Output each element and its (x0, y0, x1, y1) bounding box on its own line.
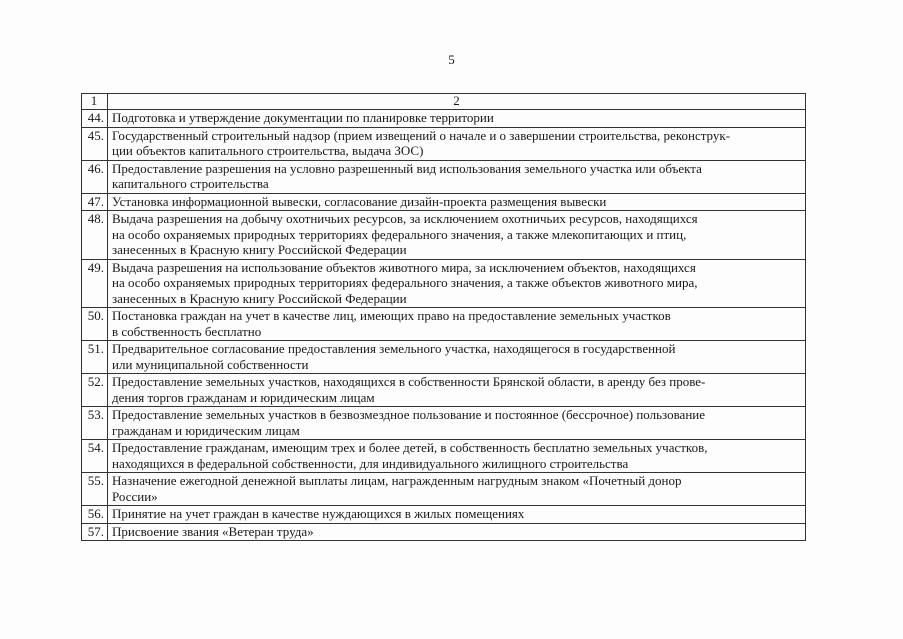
row-text (108, 523, 806, 541)
table-row (82, 473, 806, 506)
row-text-line: занесенных в Красную книгу Российской Федерации (112, 290, 407, 306)
row-text-line: гражданам и юридическим лицам (112, 422, 300, 438)
row-text-line: Назначение ежегодной денежной выплаты лицам, награжденным нагрудным знаком «Почетный донор (112, 473, 682, 488)
row-text-line: Предварительное согласование предоставления земельного участка, находящегося в государственной (112, 341, 676, 356)
row-text (108, 473, 806, 506)
table-row (82, 374, 806, 407)
table-row (82, 506, 806, 524)
row-text (108, 341, 806, 374)
row-number: 49. (82, 259, 108, 308)
table-row (82, 127, 806, 160)
row-text (108, 193, 806, 211)
table-header-row (82, 94, 806, 110)
table-row (82, 160, 806, 193)
row-number: 55. (82, 473, 108, 506)
row-text (108, 440, 806, 473)
row-number: 54. (82, 440, 108, 473)
header-col-1: 1 (82, 94, 108, 110)
row-text-line: на особо охраняемых природных территориях федерального значения, а также млекопитающих и птиц, (112, 226, 687, 242)
table-row (82, 341, 806, 374)
row-number: 44. (82, 110, 108, 128)
row-text-line: находящихся в федеральной собственности, для индивидуального жилищного строительства (112, 455, 629, 471)
table-row (82, 407, 806, 440)
row-text-line: Предоставление земельных участков в безвозмездное пользование и постоянное (бессрочное) пользование (112, 407, 706, 422)
row-number: 52. (82, 374, 108, 407)
row-number: 56. (82, 506, 108, 524)
row-text-line: Установка информационной вывески, согласование дизайн-проекта размещения вывески (112, 193, 607, 209)
row-text (108, 374, 806, 407)
row-text-line: занесенных в Красную книгу Российской Федерации (112, 242, 407, 257)
row-text (108, 407, 806, 440)
row-text-line: Подготовка и утверждение документации по планировке территории (112, 110, 494, 125)
row-text-line: Государственный строительный надзор (прием извещений о начале и о завершении строительства, реконструк- (112, 127, 731, 143)
table-row (82, 308, 806, 341)
row-text-line: Предоставление земельных участков, находящихся в собственности Брянской области, в аренду без прове- (112, 374, 706, 389)
row-text (108, 211, 806, 260)
row-text-line: капитального строительства (112, 176, 269, 191)
row-text (108, 160, 806, 193)
row-text-line: дения торгов гражданам и юридическим лицам (112, 389, 375, 405)
row-number: 47. (82, 193, 108, 211)
row-number: 51. (82, 341, 108, 374)
services-table (81, 93, 806, 541)
row-number: 53. (82, 407, 108, 440)
row-text-line: Присвоение звания «Ветеран труда» (112, 523, 314, 539)
page-number: 5 (448, 52, 455, 67)
row-text (108, 506, 806, 524)
row-text-line: Принятие на учет граждан в качестве нуждающихся в жилых помещениях (112, 506, 525, 521)
row-text (108, 127, 806, 160)
table-row (82, 110, 806, 128)
row-text-line: России» (112, 488, 158, 504)
table-row (82, 211, 806, 260)
row-number: 57. (82, 523, 108, 541)
table-row (82, 193, 806, 211)
row-text-line: на особо охраняемых природных территориях федерального значения, а также объектов животного мира, (112, 275, 698, 290)
table-row (82, 523, 806, 541)
row-text (108, 308, 806, 341)
table-row (82, 440, 806, 473)
row-text-line: или муниципальной собственности (112, 356, 309, 372)
row-text-line: Выдача разрешения на использование объектов животного мира, за исключением объектов, находящихся (112, 259, 696, 275)
row-text-line: в собственность бесплатно (112, 323, 262, 339)
table-body (82, 94, 806, 541)
table-row (82, 259, 806, 308)
row-number: 46. (82, 160, 108, 193)
row-text-line: Предоставление разрешения на условно разрешенный вид использования земельного участка или объекта (112, 160, 702, 176)
row-text-line: Предоставление гражданам, имеющим трех и более детей, в собственность бесплатно земельных участков, (112, 440, 708, 455)
row-number: 48. (82, 211, 108, 260)
row-number: 50. (82, 308, 108, 341)
row-text-line: Постановка граждан на учет в качестве лиц, имеющих право на предоставление земельных участков (112, 308, 671, 323)
row-number: 45. (82, 127, 108, 160)
row-text (108, 110, 806, 128)
row-text-line: Выдача разрешения на добычу охотничьих ресурсов, за исключением охотничьих ресурсов, находящихся (112, 211, 698, 226)
row-text-line: ции объектов капитального строительства, выдача ЗОС) (112, 143, 424, 158)
header-col-2: 2 (108, 94, 806, 110)
row-text (108, 259, 806, 308)
